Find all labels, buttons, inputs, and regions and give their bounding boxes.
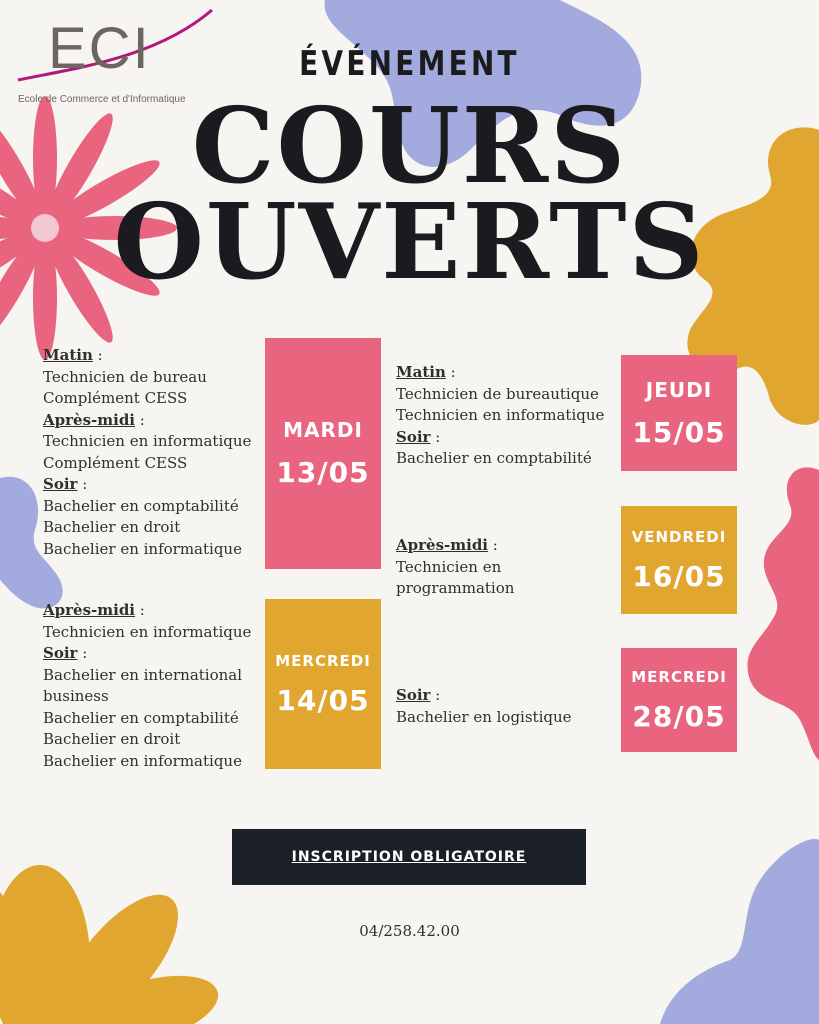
course-item: Technicien de bureautique <box>396 384 599 403</box>
course-item: Technicien en informatique <box>43 622 252 641</box>
session-label: Soir <box>43 644 78 662</box>
session-label: Soir <box>43 475 78 493</box>
course-item: Bachelier en droit <box>43 518 181 536</box>
day-date: 15/05 <box>632 415 726 449</box>
course-item: Bachelier en comptabilité <box>43 496 239 515</box>
course-item: Technicien de bureau <box>43 367 207 386</box>
course-item: Technicien en informatique <box>43 432 252 450</box>
course-item: business <box>43 687 109 705</box>
day-badge-vendredi <box>621 506 737 614</box>
session-label: Soir <box>396 686 431 704</box>
day-date: 14/05 <box>276 683 370 717</box>
course-item: Technicien en <box>396 557 502 576</box>
page-title <box>0 84 819 303</box>
logo-subtitle: Ecole de Commerce et d'Informatique <box>18 94 186 105</box>
session-label: Matin <box>396 363 446 381</box>
day-name: VENDREDI <box>631 527 727 546</box>
day-badge-mardi <box>265 338 381 569</box>
course-item: Bachelier en international <box>43 665 243 684</box>
course-item: Technicien en informatique <box>396 406 605 424</box>
session-label: Après-midi <box>43 410 135 429</box>
day-date: 28/05 <box>632 699 726 733</box>
session-label: Matin <box>43 346 93 364</box>
course-item: programmation <box>396 579 515 597</box>
session-label: Soir <box>396 427 431 446</box>
day-date: 13/05 <box>276 456 370 489</box>
day-name: MERCREDI <box>631 667 727 686</box>
schedule-mardi: Matin : Technicien de bureau Complément CESS Après-midi : Technicien en informatique Complément CESS Soir : Bachelier en comptabilité Bachelier en droit Bachelier en informatique <box>43 345 251 560</box>
day-date: 16/05 <box>632 559 726 593</box>
schedule-vendredi: Après-midi : Technicien en programmation <box>396 535 514 600</box>
event-eyebrow: ÉVÉNEMENT <box>299 44 520 84</box>
day-badge-mercredi-28 <box>621 648 737 752</box>
course-item: Bachelier en comptabilité <box>43 708 239 727</box>
course-item: Complément CESS <box>43 389 188 407</box>
course-item: Bachelier en informatique <box>43 539 242 558</box>
logo-mark: ECI <box>48 16 151 81</box>
course-item: Bachelier en logistique <box>396 707 572 726</box>
session-label: Après-midi <box>396 536 488 554</box>
schedule-mercredi-28: Soir : Bachelier en logistique <box>396 685 572 728</box>
course-item: Bachelier en comptabilité <box>396 449 592 467</box>
contact-phone: 04/258.42.00 <box>359 922 460 940</box>
day-badge-jeudi <box>621 355 737 471</box>
day-name: MARDI <box>283 418 363 442</box>
day-name: MERCREDI <box>275 651 371 670</box>
inscription-button[interactable]: INSCRIPTION OBLIGATOIRE <box>232 829 586 885</box>
course-item: Complément CESS <box>43 453 188 472</box>
title-line-1: COURS <box>191 84 628 207</box>
session-label: Après-midi <box>43 601 135 619</box>
day-name: JEUDI <box>645 377 713 402</box>
course-item: Bachelier en droit <box>43 730 181 748</box>
course-item: Bachelier en informatique <box>43 751 242 770</box>
title-line-2: OUVERTS <box>113 180 706 303</box>
pink-leaves-right <box>747 467 819 760</box>
day-badge-mercredi-14 <box>265 599 381 769</box>
schedule-jeudi: Matin : Technicien de bureautique Technicien en informatique Soir : Bachelier en comptabilité <box>396 362 604 470</box>
schedule-mercredi-14: Après-midi : Technicien en informatique Soir : Bachelier en international business Bachelier en comptabilité Bachelier en droit Bachelier en informatique <box>43 600 251 772</box>
